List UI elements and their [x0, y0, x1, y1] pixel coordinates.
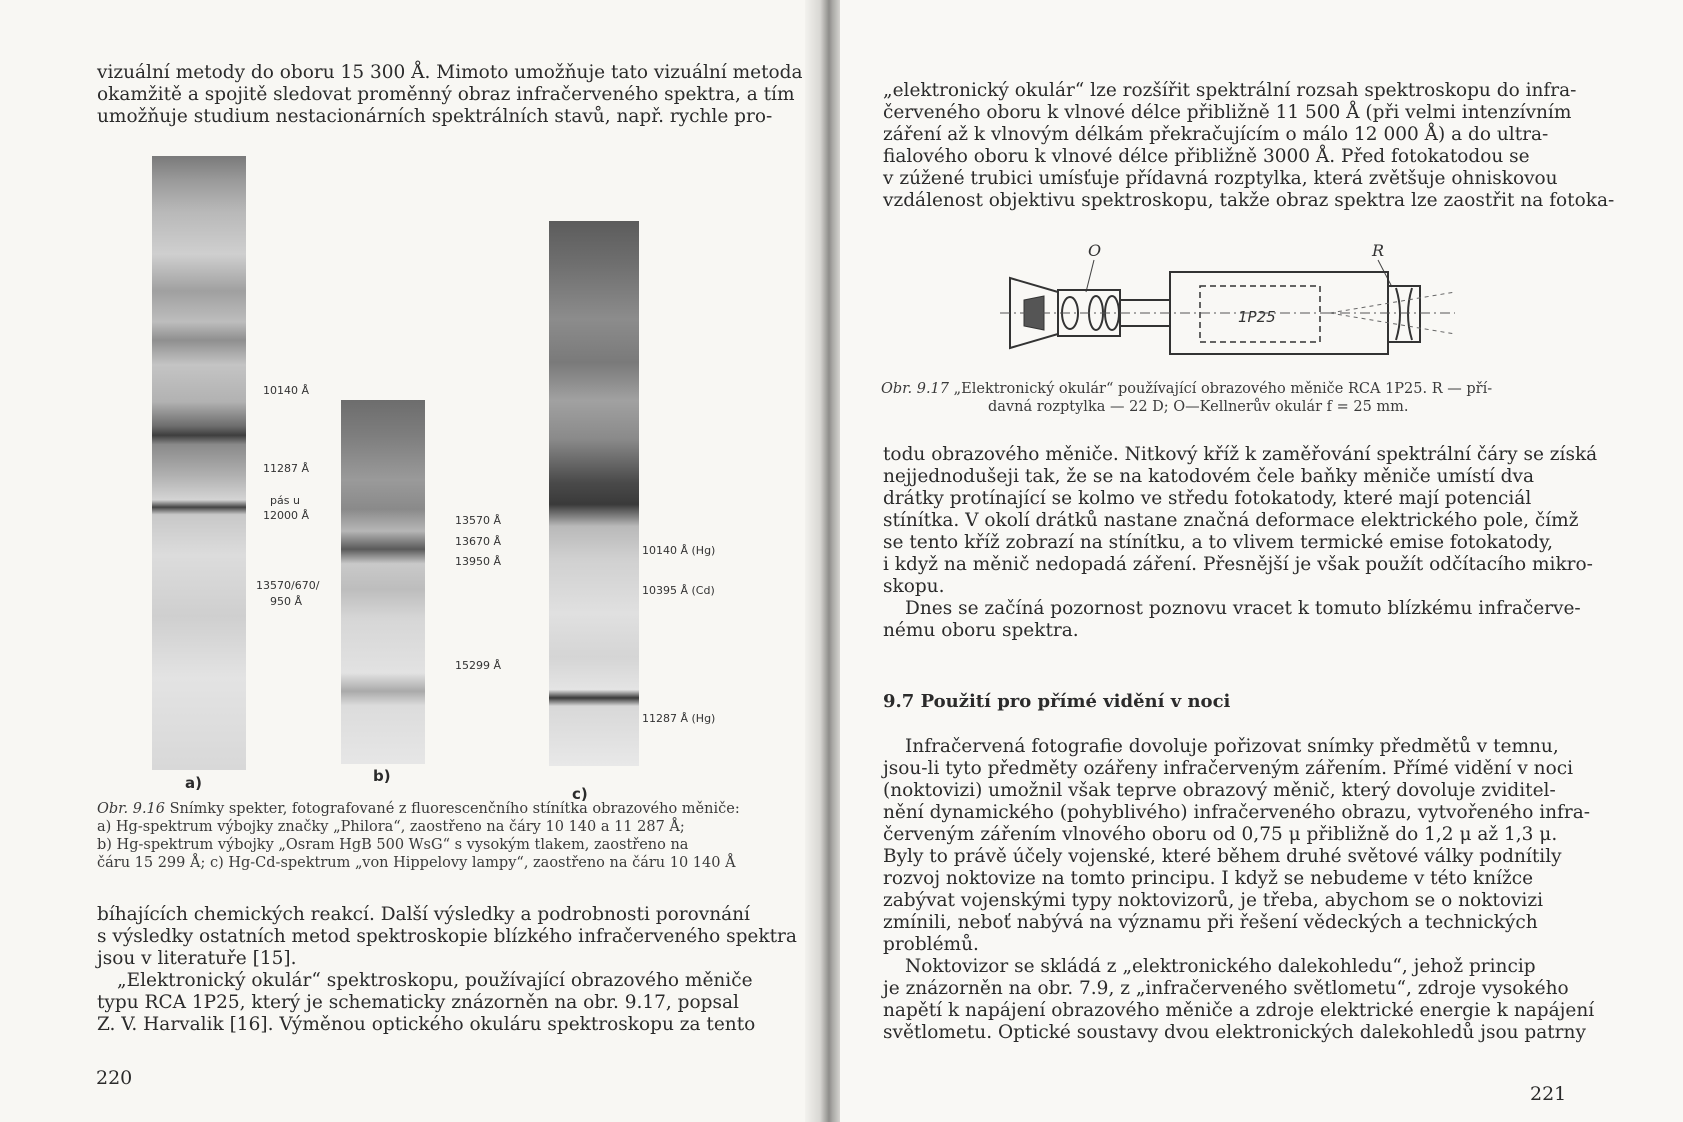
right-page-middle-text [883, 444, 1598, 642]
text-line: červeného oboru k vlnové délce přibližně 11 500 Å (při velmi intenzívním [883, 102, 1572, 123]
text-line: „Elektronický okulár“ spektroskopu, používající obrazového měniče [117, 970, 753, 991]
text-line: Noktovizor se skládá z „elektronického dalekohledu“, jehož princip [905, 956, 1536, 977]
wavelength-label: 13950 Å [455, 555, 502, 568]
text-line: bíhajících chemických reakcí. Další výsledky a podrobnosti porovnání [97, 904, 750, 925]
text-line: drátky protínající se kolmo ve středu fotokatody, které mají potenciál [883, 488, 1532, 509]
diagram-label-r: R [1372, 242, 1385, 260]
text-line: stínítka. V okolí drátků nastane značná deformace elektrického pole, čímž [883, 510, 1579, 531]
tube-label: 1P25 [1238, 308, 1276, 326]
text-line: světlometu. Optické soustavy dvou elektronických dalekohledů jsou patrny [883, 1022, 1586, 1043]
text-line: červeným zářením vlnového oboru od 0,75 μ přibližně do 1,2 μ až 1,3 μ. [883, 824, 1558, 845]
caption-lead: Obr. 9.16 [97, 801, 166, 817]
caption-line: a) Hg-spektrum výbojky značky „Philora“, zaostřeno na čáry 10 140 a 11 287 Å; [97, 819, 685, 835]
text-line: vizuální metody do oboru 15 300 Å. Mimoto umožňuje tato vizuální metoda [97, 62, 803, 83]
wavelength-label: 13570 Å [455, 514, 502, 527]
text-line: napětí k napájení obrazového měniče a zdroje elektrické energie k napájení [883, 1000, 1595, 1021]
text-line: umožňuje studium nestacionárních spektrálních stavů, např. rychle pro- [97, 106, 773, 127]
wavelength-label: 10140 Å [263, 384, 310, 397]
text-line: problémů. [883, 934, 979, 955]
text-line: rozvoj noktovize na tomto principu. I když se nebudeme v této knížce [883, 868, 1534, 889]
spectrum-strip-a [152, 156, 246, 770]
ray-line [1330, 292, 1455, 313]
text-line: jsou v literatuře [15]. [97, 948, 297, 969]
subfigure-label-b: b) [373, 767, 391, 785]
left-page [0, 0, 820, 1122]
page-number: 220 [96, 1067, 133, 1089]
wavelength-label: 13670 Å [455, 535, 502, 548]
text-line: v zúžené trubici umísťuje přídavná rozptylka, která zvětšuje ohniskovou [883, 168, 1558, 189]
diverging-lens [1396, 288, 1412, 340]
ray-line [1330, 313, 1455, 334]
wavelength-label: 13570/670/ [256, 579, 320, 592]
leader-line [1378, 260, 1392, 287]
wavelength-label: 11287 Å (Hg) [642, 712, 716, 725]
text-line: typu RCA 1P25, který je schematicky znázorněn na obr. 9.17, popsal [97, 992, 739, 1013]
caption-line: b) Hg-spektrum výbojky „Osram HgB 500 WsG“ s vysokým tlakem, zaostřeno na [97, 837, 689, 853]
caption-line: čáru 15 299 Å; c) Hg-Cd-spektrum „von Hippelovy lampy“, zaostřeno na čáru 10 140 Å [97, 855, 736, 871]
wavelength-label: 15299 Å [455, 659, 502, 672]
page-number: 221 [1530, 1083, 1567, 1105]
caption-line: Snímky spekter, fotografované z fluorescenčního stínítka obrazového měniče: [169, 801, 740, 817]
spectrum-strip-c [549, 221, 639, 766]
wavelength-label: 10395 Å (Cd) [642, 584, 715, 597]
front-section [1388, 286, 1420, 342]
text-line: Z. V. Harvalik [16]. Výměnou optického okuláru spektroskopu za tento [97, 1014, 756, 1035]
text-line: s výsledky ostatních metod spektroskopie blízkého infračerveného spektra [97, 926, 797, 947]
caption-line: „Elektronický okulár“ používající obrazového měniče RCA 1P25. R — pří- [953, 381, 1493, 397]
section-heading: 9.7 Použití pro přímé vidění v noci [883, 691, 1231, 712]
text-line: skopu. [883, 576, 945, 597]
subfigure-label-c: c) [572, 785, 588, 803]
text-line: zmínili, neboť nabývá na významu při řešení vědeckých a technických [883, 912, 1538, 933]
caption-line: davná rozptylka — 22 D; O—Kellnerův okulár f = 25 mm. [988, 399, 1409, 415]
text-line: je znázorněn na obr. 7.9, z „infračerveného světlometu“, zdroje vysokého [883, 978, 1569, 999]
caption-lead: Obr. 9.17 [881, 381, 950, 397]
text-line: vzdálenost objektivu spektroskopu, takže obraz spektra lze zaostřit na fotoka- [883, 190, 1615, 211]
left-page-bottom-text [97, 904, 802, 1036]
text-line: záření až k vlnovým délkám překračujícím o málo 12 000 Å) a do ultra- [883, 124, 1549, 145]
text-line: nění dynamického (pohyblivého) infračerveného obrazu, vytvořeného infra- [883, 802, 1591, 823]
wavelength-label: 10140 Å (Hg) [642, 544, 716, 557]
text-line: se tento kříž zobrazí na stínítku, a to vlivem termické emise fotokatody, [883, 532, 1554, 553]
right-page-top-text [883, 80, 1615, 212]
left-page-top-text [97, 62, 802, 128]
diagram-label-o: O [1088, 242, 1102, 260]
text-line: Byly to právě účely vojenské, které během druhé světové války podnítily [883, 846, 1562, 867]
text-line: todu obrazového měniče. Nitkový kříž k zaměřování spektrální čáry se získá [883, 444, 1598, 465]
text-line: Infračervená fotografie dovoluje pořizovat snímky předmětů v temnu, [905, 736, 1559, 757]
electronic-eyepiece-diagram [1000, 242, 1460, 370]
figure-9-16-caption [97, 800, 802, 872]
leader-line [1086, 260, 1094, 292]
spectrum-strip-b [341, 400, 425, 764]
text-line: fialového oboru k vlnové délce přibližně 3000 Å. Před fotokatodou se [883, 146, 1530, 167]
text-line: „elektronický okulár“ lze rozšířit spektrální rozsah spektroskopu do infra- [883, 80, 1577, 101]
text-line: okamžitě a spojitě sledovat proměnný obraz infračerveného spektra, a tím [97, 84, 795, 105]
right-page-bottom-text [883, 736, 1595, 1044]
text-line: Dnes se začíná pozornost poznovu vracet k tomuto blízkému infračerve- [905, 598, 1581, 619]
text-line: nému oboru spektra. [883, 620, 1079, 641]
wavelength-label: pás u [270, 494, 300, 507]
wavelength-label: 11287 Å [263, 462, 310, 475]
subfigure-label-a: a) [185, 774, 202, 792]
text-line: nejjednodušeji tak, že se na katodovém čele baňky měniče umístí dva [883, 466, 1535, 487]
text-line: jsou-li tyto předměty ozářeny infračerveným zářením. Přímé vidění v noci [883, 758, 1573, 779]
wavelength-label: 950 Å [270, 595, 303, 608]
text-line: zabývat vojenskými typy noktovizorů, je třeba, abychom se o noktovizi [883, 890, 1544, 911]
wavelength-label: 12000 Å [263, 509, 310, 522]
figure-9-17-caption [881, 380, 1588, 416]
text-line: i když na měnič nedopadá záření. Přesnější je však použít odčítacího mikro- [883, 554, 1593, 575]
text-line: (noktovizi) umožnil však teprve obrazový měnič, který dovoluje zviditel- [883, 780, 1556, 801]
